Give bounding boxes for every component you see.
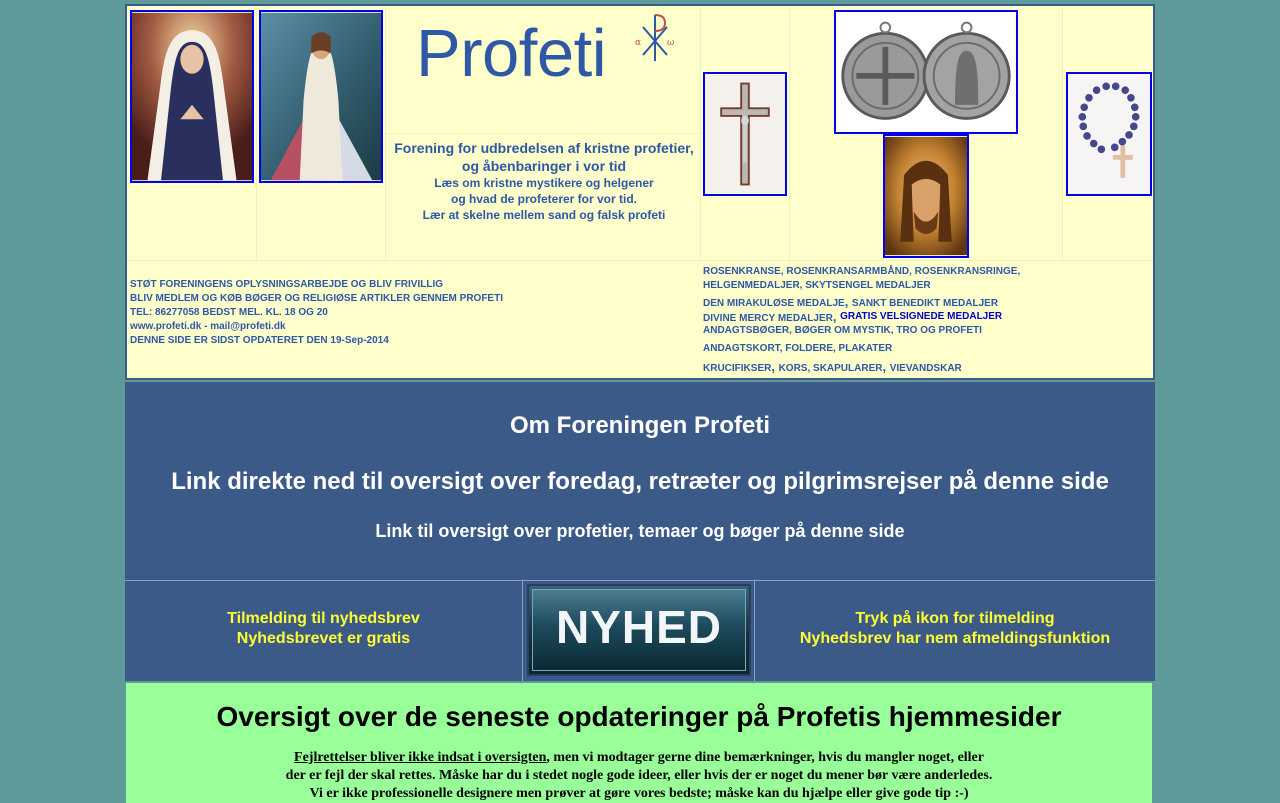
email-link[interactable]: mail@profeti.dk [210, 321, 286, 332]
corrections-note: Fejlrettelser bliver ikke indsat i oversigten [294, 750, 547, 765]
prophecies-overview-link[interactable]: Link til oversigt over profetier, temaer og bøger på denne side [375, 521, 905, 541]
newsletter-click-line: Tryk på ikon for tilmelding [855, 610, 1055, 627]
header-panel [125, 4, 1155, 380]
newsletter-button-label: NYHED [555, 601, 723, 653]
events-overview-link[interactable]: Link direkte ned til oversigt over foredag, retræter og pilgrimsrejser på denne side [171, 468, 1109, 495]
svg-text:ω: ω [667, 38, 675, 48]
cards-posters-link[interactable]: ANDAGTSKORT, FOLDERE, PLAKATER [703, 343, 893, 354]
about-section [125, 382, 1155, 580]
tagline-main: Forening for udbredelsen af kristne profetier, og åbenbaringer i vor tid [394, 140, 694, 174]
tagline-line: Læs om kristne mystikere og helgener [434, 176, 654, 190]
newsletter-unsubscribe-line: Nyhedsbrev har nem afmeldingsfunktion [799, 630, 1111, 647]
cell-divider [387, 133, 700, 134]
updates-line: der er fejl der skal rettes. Måske har du i stedet nogle gode ideer, eller hvis der er noget du mener bør være anderledes. [285, 768, 993, 783]
svg-text:α: α [635, 38, 642, 48]
tagline-sub [389, 175, 699, 223]
product-links-row [703, 264, 1020, 279]
chi-rho-icon [635, 11, 675, 61]
holy-face-image [885, 136, 967, 256]
cell-divider [522, 581, 523, 681]
saint-benedict-medals-image-link[interactable] [834, 10, 1018, 134]
divine-mercy-image-link[interactable] [259, 10, 383, 183]
cell-divider [789, 8, 790, 262]
saint-medals-link[interactable]: HELGENMEDALJER, SKYTSENGEL MEDALJER [703, 280, 931, 291]
cell-divider [256, 8, 257, 262]
rosary-image-link[interactable] [1066, 72, 1152, 196]
phone-text: TEL: 86277058 BEDST MEL. KL. 18 OG 20 [130, 307, 328, 318]
updates-description [126, 749, 1152, 803]
web-contact-line [130, 320, 503, 334]
virgin-mary-image-link[interactable] [130, 10, 254, 183]
newsletter-button[interactable] [527, 584, 751, 676]
holy-face-image-link[interactable] [883, 134, 969, 258]
tagline-line: Lær at skelne mellem sand og falsk profeti [422, 208, 666, 222]
miraculous-medal-link[interactable]: DEN MIRAKULØSE MEDALJE [703, 298, 845, 309]
newsletter-signup-line: Tilmelding til nyhedsbrev [227, 610, 420, 627]
cell-divider [700, 8, 701, 262]
volunteer-text: STØT FORENINGENS OPLYSNINGSARBEJDE OG BLIV FRIVILLIG [130, 279, 443, 290]
separator: , [832, 309, 841, 324]
website-link[interactable]: www.profeti.dk [130, 321, 202, 332]
virgin-mary-image [132, 12, 252, 181]
newsletter-free-line: Nyhedsbrevet er gratis [236, 630, 411, 647]
holy-water-fonts-link[interactable]: VIEVANDSKAR [889, 363, 962, 374]
page [125, 4, 1155, 803]
divine-mercy-image [261, 12, 381, 181]
product-links-row [703, 294, 1020, 309]
membership-text: BLIV MEDLEM OG KØB BØGER OG RELIGIØSE ARTIKLER GENNEM PROFETI [130, 293, 503, 304]
crucifix-image [705, 74, 785, 194]
separator: , [882, 359, 890, 374]
updates-title: Oversigt over de seneste opdateringer på Profetis hjemmesider [216, 701, 1062, 732]
about-title: Om Foreningen Profeti [509, 412, 770, 439]
free-blessed-medals-link[interactable]: GRATIS VELSIGNEDE MEDALJER [840, 311, 1003, 322]
divine-mercy-medals-link[interactable]: DIVINE MERCY MEDALJER [703, 313, 833, 324]
rosary-image [1068, 74, 1150, 194]
cell-divider [1062, 8, 1063, 262]
separator: - [201, 321, 211, 332]
saint-benedict-medals-link[interactable]: SANKT BENEDIKT MEDALJER [851, 298, 999, 309]
crucifix-image-link[interactable] [703, 72, 787, 196]
product-links-row [703, 359, 1020, 374]
updates-section [126, 683, 1152, 803]
rosaries-link[interactable]: ROSENKRANSE, ROSENKRANSARMBÅND, ROSENKRANSRINGE, [703, 266, 1021, 277]
newsletter-section [125, 580, 1155, 681]
crucifixes-link[interactable]: KRUCIFIKSER [703, 363, 772, 374]
devotional-books-link[interactable]: ANDAGTSBØGER, BØGER OM MYSTIK, TRO OG PROFETI [703, 325, 982, 336]
separator: , [844, 294, 852, 309]
newsletter-signup-text [125, 609, 522, 649]
updates-line [126, 749, 1152, 767]
crosses-scapulars-link[interactable]: KORS, SKAPULARER [778, 363, 883, 374]
product-links-row [703, 278, 1020, 293]
product-links-row [703, 323, 1020, 338]
product-links-row [703, 309, 1020, 324]
tagline-line: og hvad de profeterer for vor tid. [450, 192, 638, 206]
updates-line-rest: , men vi modtager gerne dine bemærkninger, hvis du mangler noget, eller [546, 750, 984, 765]
cell-divider [385, 8, 386, 262]
contact-info [130, 278, 503, 348]
updates-line: Vi er ikke professionelle designere men prøver at gøre vores bedste; måske kan du hjælpe eller give gode tip :-) [309, 786, 969, 801]
product-links [703, 264, 1020, 374]
saint-benedict-medals-image [836, 12, 1016, 132]
newsletter-info-text [755, 609, 1155, 649]
last-updated-text: DENNE SIDE ER SIDST OPDATERET DEN 19-Sep-2014 [130, 335, 389, 346]
product-links-row [703, 341, 1020, 356]
profeti-logo: Profeti [416, 16, 607, 91]
separator: , [771, 359, 779, 374]
cell-divider [127, 260, 1153, 261]
